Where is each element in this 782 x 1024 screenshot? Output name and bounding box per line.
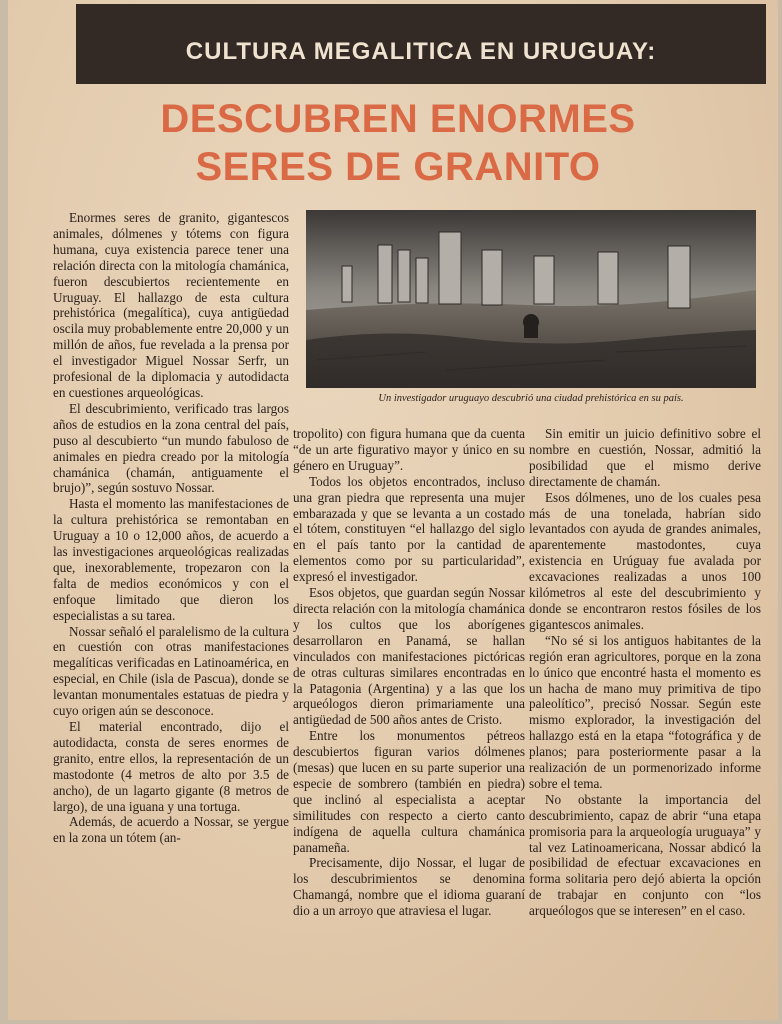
megalith-landscape-illustration bbox=[306, 210, 756, 388]
headline-line-1: DESCUBREN ENORMES bbox=[160, 97, 636, 141]
article-column-3 bbox=[529, 426, 761, 919]
paragraph: Esos dólmenes, uno de los cuales pesa más de una tonelada, habrían sido levantados con ayuda de grandes animales, aparentemente mastodontes, cuya existencia en Urúguay fue avalada por excavaciones realizadas a unos 100 kilómetros al este del descubrimiento y donde se encontraron restos fósiles de los gigantescos animales. bbox=[529, 489, 761, 632]
paragraph: Todos los objetos encontrados, incluso una gran piedra que representa una mujer embarazada y que se levanta a un costado el tótem, constituyen “el hallazgo del siglo en el país tanto por la cantidad de elementos como por su particularidad”, expresó el investigador. bbox=[293, 473, 525, 585]
paragraph: “No sé si los antiguos habitantes de la región eran agricultores, porque en la zona lo único que encontré hasta el momento es un hacha de mano muy primitiva de tipo paleolítico”, precisó Nossar. Según este mismo explorador, la investigación del hallazgo está en la etapa “fotográfica y de planos; para posteriormente pasar a la realización de un pormenorizado informe sobre el tema. bbox=[529, 632, 761, 791]
article-photo bbox=[306, 210, 756, 388]
headline-line-2: SERES DE GRANITO bbox=[195, 145, 601, 189]
paragraph: Nossar señaló el paralelismo de la cultura en cuestión con otras manifestaciones megalíticas verificadas en Latinoamérica, en especial, en Chile (isla de Pascua), donde se levantan monumentales estatuas de piedra y cuyo origen aún se desconoce. bbox=[53, 623, 289, 719]
magazine-page bbox=[8, 0, 778, 1020]
article-column-1 bbox=[53, 210, 289, 846]
paragraph: Precisamente, dijo Nossar, el lugar de los descubrimientos se denomina Chamangá, nombre que el idioma guaraní dio a un arroyo que atraviesa el lugar. bbox=[293, 855, 525, 919]
article-column-2 bbox=[293, 426, 525, 919]
article-headline bbox=[128, 95, 668, 191]
paragraph: Entre los monumentos pétreos descubiertos figuran varios dólmenes (mesas) que lucen en su parte superior una especie de sombrero (también en piedra) que inclinó al especialista a aceptar similitudes con respecto a cierto canto indígena de aquella cultura chamánica panameña. bbox=[293, 728, 525, 855]
kicker-title: CULTURA MEGALITICA EN URUGUAY: bbox=[185, 38, 657, 65]
paragraph-continued: tropolito) con figura humana que da cuenta “de un arte figurativo mayor y único en su género en Uruguay”. bbox=[293, 426, 525, 473]
paragraph: El material encontrado, dijo el autodidacta, consta de seres enormes de granito, entre ellos, la representación de un mastodonte (4 metros de alto por 3.5 de ancho), de un lagarto gigante (8 metros de largo), de una iguana y una tortuga. bbox=[53, 719, 289, 814]
paragraph: Sin emitir un juicio definitivo sobre el nombre en cuestión, Nossar, admitió la posibilidad que el mismo derive directamente de chamán. bbox=[529, 426, 761, 489]
paragraph: No obstante la importancia del descubrimiento, capaz de abrir “una etapa promisoria para la arqueología uruguaya” y tal vez Latinoamericana, Nossar abdicó la posibilidad de efectuar excavaciones en forma solitaria pero dejó abierta la opción de trabajar en conjunto con “los arqueólogos que se interesen” en el caso. bbox=[529, 791, 761, 919]
photo-caption: Un investigador uruguayo descubrió una ciudad prehistórica en su país. bbox=[378, 393, 684, 404]
paragraph: Hasta el momento las manifestaciones de la cultura prehistórica se remontaban en Uruguay a 10 o 12,000 años, de acuerdo a las investigaciones arqueológicas realizadas que, inexorablemente, tropezaron con la falta de medios económicos y con el enfoque limitado que dieron los especialistas a su tarea. bbox=[53, 496, 289, 623]
paragraph: Además, de acuerdo a Nossar, se yergue en la zona un tótem (an- bbox=[53, 814, 289, 846]
paragraph: Enormes seres de granito, gigantescos animales, dólmenes y tótems con figura humana, cuya existencia parece tener una relación directa con la mitología chamánica, fueron descubiertos recientemente en Uruguay. El hallazgo de esta cultura prehistórica (megalítica), cuya antigüedad oscila muy probablemente entre 20,000 y un millón de años, fue revelada a la prensa por el investigador Miguel Nossar Serfr, un profesional de la diplomacia y autodidacta en cuestiones arqueológicas. bbox=[53, 210, 289, 400]
paragraph: Esos objetos, que guardan según Nossar directa relación con la mitología chamánica y los cultos que los aborígenes desarrollaron en Panamá, se hallan vinculados con manifestaciones pictóricas de otras culturas similares encontradas en la Patagonia (Argentina) y a las que los arqueólogos dieron primariamente una antigüedad de 500 años antes de Cristo. bbox=[293, 585, 525, 728]
paragraph: El descubrimiento, verificado tras largos años de estudios en la zona central del país, puso al descubierto “un mundo fabuloso de animales en piedra creado por la mitología chamánica (chamán, antiguamente el brujo)”, según sostuvo Nossar. bbox=[53, 400, 289, 496]
kicker-banner bbox=[76, 4, 766, 84]
